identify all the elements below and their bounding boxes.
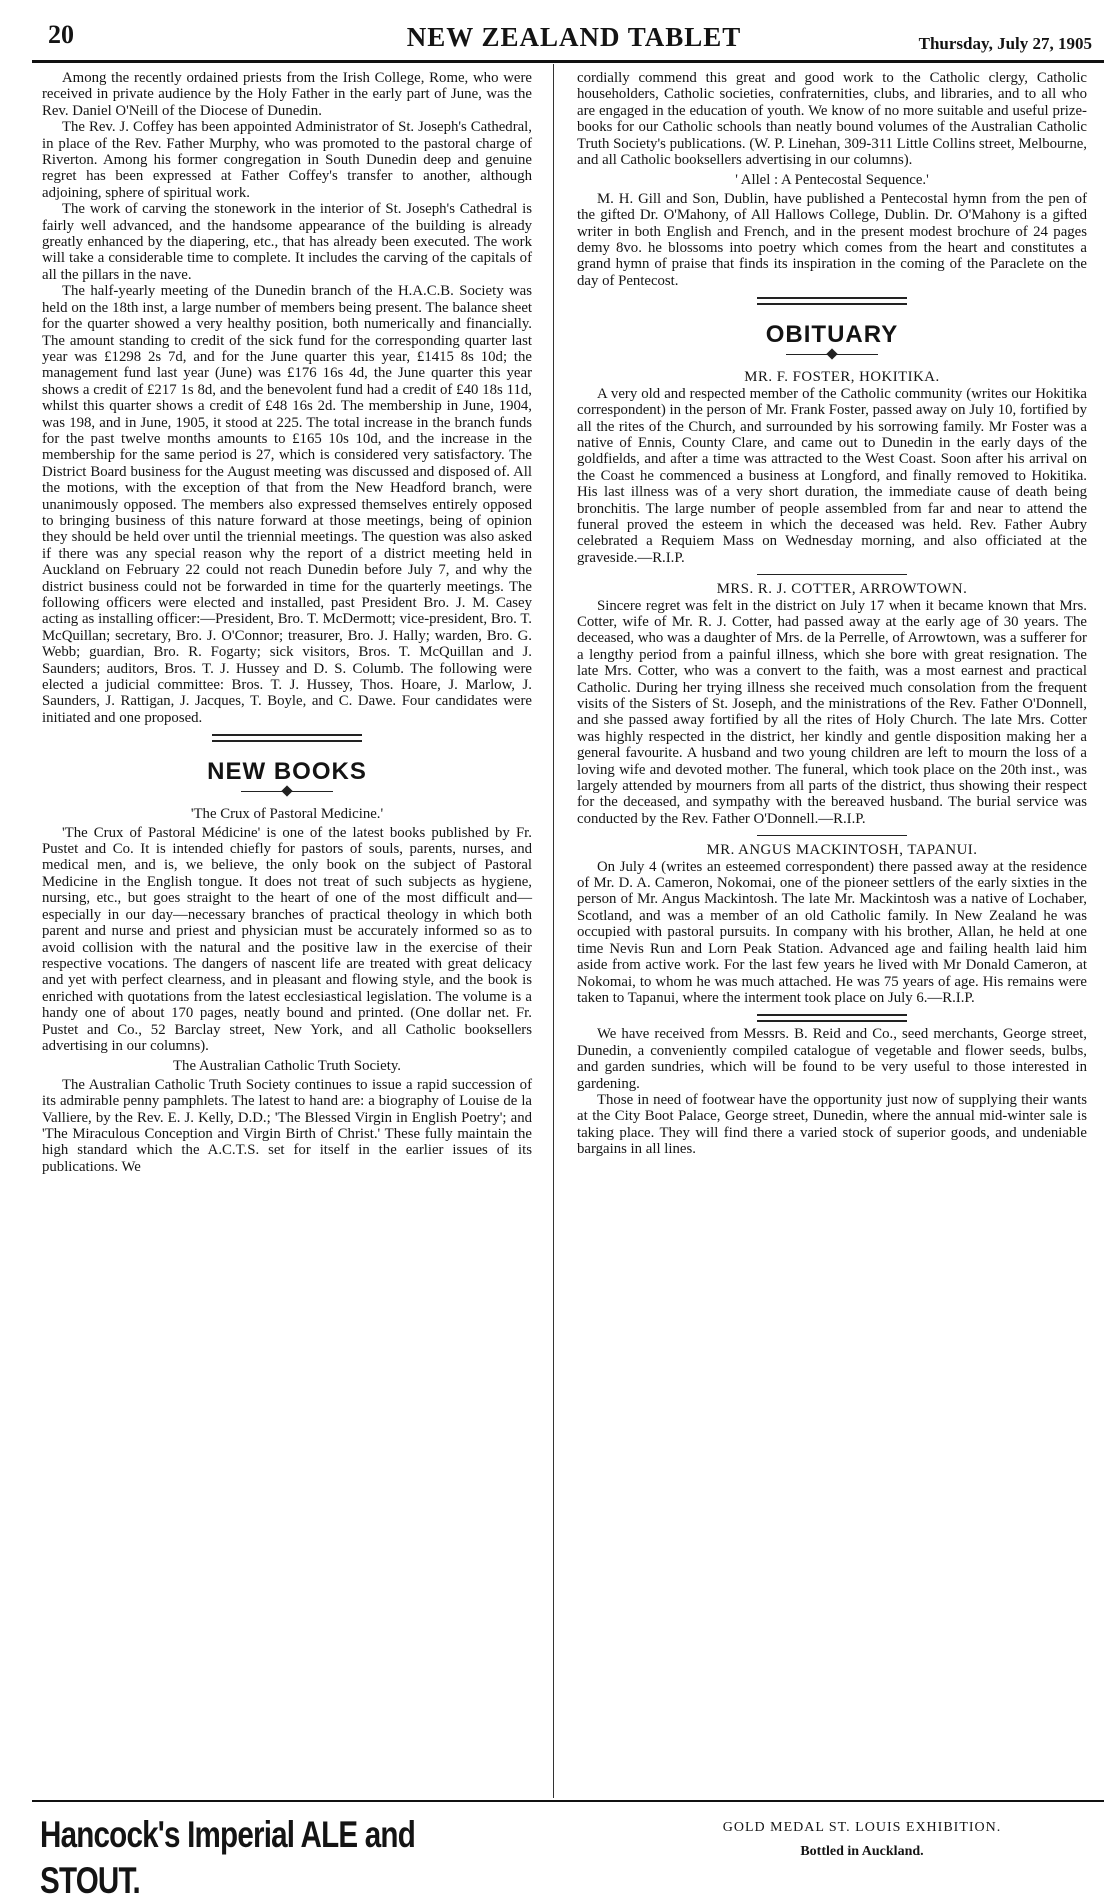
obituary-text: A very old and respected member of the Catholic community (writes our Hokitika correspondent) in the person of Mr. Frank Foster, passed away on July 10, fortified by all the rites of the Church, and surrounded by his sorrowing family. Mr Foster was a native of Ennis, County Clare, and came out to Dunedin in the early days of the goldfields, and after a time was attracted to the West Coast. Soon after his arrival on the Coast he commenced a business at Longford, and finally removed to Hokitika. His last illness was of a very short duration, the immediate cause of death being bronchitis. The large number of people assembled from far and near to attend the funeral proved the esteem in which the deceased was held. Rev. Father Aubry celebrated a Requiem Mass on Wednesday morning, and also officiated at the graveside.—R.I.P. <box>577 385 1087 566</box>
book-review: The Australian Catholic Truth Society continues to issue a rapid succession of its admirable penny pamphlets. The latest to hand are: a biography of Louise de la Valliere, by the Rev. E. J. Kelly, D.D.; 'The Blessed Virgin in English Poetry'; and 'The Miraculous Conception and Virgin Birth of Christ.' These fully maintain the high standard which the A.C.T.S. set for itself in the earlier issues of its publications. We <box>42 1076 532 1175</box>
book-review: 'The Crux of Pastoral Médicine' is one of the latest books published by Fr. Pustet and Co. It is intended chiefly for pastors of souls, parents, nurses, and medical men, and is, we believe, the only book on the subject of Pastoral Medicine in the English tongue. It does not treat of such subjects as hygiene, nursing, etc., but goes straight to the heart of one of the most difficult and—especially in our day—necessary branches of practical theology in which both parent and nurse and priest and physician must be accurately informed so as to avoid collision with the natural and the positive law in the exercise of their respective vocations. The dangers of nascent life are treated with great delicacy and yet with perfect clearness, and in pleasant and flowing style, and the book is enriched with quotations from the latest ecclesiastical legislation. The volume is a handy one of about 170 pages, neatly bound and printed. (One dollar net. Fr. Pustet and Co., 52 Barclay street, New York, and all Catholic booksellers advertising in our columns). <box>42 824 532 1054</box>
book-review: M. H. Gill and Son, Dublin, have published a Pentecostal hymn from the pen of the gifted Dr. O'Mahony, of All Hallows College, Dublin. Dr. O'Mahony is a gifted writer in both English and French, and in the present modest brochure of 24 pages demy 8vo. he blossoms into poetry which comes from the heart and constitutes a grand hymn of praise that finds its inspiration in the coming of the Paraclete on the day of Pentecost. <box>577 190 1087 289</box>
footer-rule <box>32 1800 1104 1802</box>
heading-ornament <box>241 786 333 798</box>
diamond-icon <box>281 786 292 797</box>
book-title: The Australian Catholic Truth Society. <box>173 1058 401 1075</box>
medal-line: GOLD MEDAL ST. LOUIS EXHIBITION. <box>722 1820 1002 1835</box>
news-paragraph: The Rev. J. Coffey has been appointed Administrator of St. Joseph's Cathedral, in place of the Rev. Father Murphy, who was promoted to the pastoral charge of Riverton. Among his former congregation in South Dunedin deep and genuine regret has been expressed at Father Coffey's transfer to another, although adjoining, sphere of spiritual work. <box>42 119 532 201</box>
book-title: ' Allel : A Pentecostal Sequence.' <box>735 172 929 189</box>
issue-date: Thursday, July 27, 1905 <box>918 34 1092 53</box>
left-column <box>42 70 532 1792</box>
notice-paragraph: We have received from Messrs. B. Reid and Co., seed merchants, George street, Dunedin, a conveniently compiled catalogue of vegetable and flower seeds, bulbs, and garden sundries, which will be found to be very useful to those interested in gardening. <box>577 1026 1087 1092</box>
book-review-continued: cordially commend this great and good work to the Catholic clergy, Catholic householders, Catholic societies, confraternities, clubs, and libraries, and to all who are engaged in the education of youth. We know of no more suitable and useful prize-books for our Catholic schools than neatly bound volumes of the Australian Catholic Truth Society's publications. (W. P. Linehan, 309-311 Little Collins street, Melbourne, and all Catholic booksellers advertising in our columns). <box>577 70 1087 169</box>
newspaper-title: NEW ZEALAND TABLET <box>406 22 742 52</box>
advertisement-medal <box>682 1820 1042 1860</box>
obituary-name: MRS. R. J. COTTER, ARROWTOWN. <box>716 581 968 598</box>
diamond-icon <box>826 349 837 360</box>
obituary-name: MR. F. FOSTER, HOKITIKA. <box>744 369 940 386</box>
obituary-text: On July 4 (writes an esteemed correspondent) there passed away at the residence of Mr. D. A. Cameron, Nokomai, one of the pioneer settlers of the early sixties in the person of Mr. Angus Mackintosh. The late Mr. Mackintosh was a native of Lochaber, Scotland, and was a member of an old Catholic family. In New Zealand he was occupied with pastoral pursuits. In company with his brother, Allan, he held at one time Nevis Run and Lorn Peak Station. Advanced age and failing health laid him aside from active work. For the last few years he lived with Mr Donald Cameron, at Nokomai, to whom he was much attached. He was 75 years of age. His remains were taken to Tapanui, where the interment took place on July 6.—R.I.P. <box>577 858 1087 1006</box>
section-rule <box>757 297 907 305</box>
column-divider <box>553 64 554 1798</box>
right-column <box>577 70 1087 1792</box>
book-title: 'The Crux of Pastoral Medicine.' <box>190 806 384 823</box>
masthead <box>40 20 1108 54</box>
notice-paragraph: Those in need of footwear have the opportunity just now of supplying their wants at the City Boot Palace, George street, Dunedin, where the annual mid-winter sale is taking place. They will find there a varied stock of superior goods, and undeniable bargains in all lines. <box>577 1091 1087 1158</box>
new-books-heading: NEW BOOKS <box>207 758 367 786</box>
section-rule <box>757 1014 907 1022</box>
obituary-divider <box>757 574 907 575</box>
obituary-name: MR. ANGUS MACKINTOSH, TAPANUI. <box>706 842 978 859</box>
bottling-line: Bottled in Auckland. <box>800 1844 924 1859</box>
advertisement-ale: Hancock's Imperial ALE and STOUT. <box>40 1814 415 1901</box>
heading-ornament <box>786 349 878 361</box>
obituary-heading: OBITUARY <box>765 321 899 349</box>
news-paragraph: The work of carving the stonework in the interior of St. Joseph's Cathedral is fairly well advanced, and the handsome appearance of the building is already greatly enhanced by the diapering, etc., that has already been executed. The work will take a considerable time to complete. It includes the carving of the capitals of all the pillars in the nave. <box>42 201 532 283</box>
page-number: 20 <box>48 20 74 49</box>
obituary-text: Sincere regret was felt in the district on July 17 when it became known that Mrs. Cotter, wife of Mr. R. J. Cotter, had passed away at the early age of 30 years. The deceased, who was a daughter of Mrs. de la Perrelle, of Arrowtown, was a sufferer for a lengthy period from a painful illness, which she bore with great resignation. The late Mrs. Cotter, who was a convert to the faith, was a most earnest and practical Catholic. During her trying illness she received much consolation from the frequent visits of the Sisters of St. Joseph, and the ministrations of the Rev. Father O'Donnell, and she passed away fortified by all the rites of Holy Church. The late Mrs. Cotter was highly respected in the district, her kindly and gentle disposition making her a general favourite. A husband and two young children are left to mourn the loss of a loving wife and devoted mother. The funeral, which took place on the 20th inst., was largely attended by mourners from all parts of the district, thus showing their respect for the deceased, and sympathy with the bereaved husband. The burial service was conducted by the Rev. Father O'Donnell.—R.I.P. <box>577 597 1087 827</box>
section-rule <box>212 734 362 742</box>
masthead-rule <box>32 60 1104 63</box>
news-paragraph: The half-yearly meeting of the Dunedin branch of the H.A.C.B. Society was held on the 18th inst, a large number of members being present. The balance sheet for the quarter showed a very healthy position, both numerically and financially. The amount standing to credit of the sick fund for the corresponding quarter last year was £1298 2s 7d, and for the June quarter this year, £1415 8s 10d; the management fund last year (June) was £176 16s 4d, the June quarter this year shows a credit of £217 1s 8d, and the benevolent fund had a credit of £40 18s 11d, whilst this quarter shows a credit of £48 16s 2d. The membership in June, 1904, was 198, and in June, 1905, it stood at 225. The total increase in the branch funds for the past twelve months amounts to £165 10s 10d, and the increase in the membership for the same period is 27, which is considered very satisfactory. The District Board business for the August meeting was discussed and disposed of. All the motions, with the exception of that from the New Headford branch, were unanimously opposed. The members also expressed themselves entirely opposed to bringing business of this nature forward at those meetings, being of opinion they should be held over until the triennial meetings. The question was also asked if there was any special reason why the report of a district meeting held in Auckland on February 22 could not reach Dunedin before July 7, and why the district business could not be forwarded in time for the quarterly meetings. The following officers were elected and installed, past President Bro. J. M. Casey acting as installing officer:—President, Bro. T. McDermott; vice-president, Bro. T. McQuillan; secretary, Bro. J. O'Connor; treasurer, Bro. J. Hally; warden, Bro. G. Webb; guardian, Bro. R. Fogarty; sick visitors, Bros. T. McQuillan and J. Saunders; auditors, Bros. T. J. Hussey and D. S. Columb. The following were elected a judicial committee: Bros. T. J. Hussey, Thos. Hoare, J. Marlow, J. Saunders, J. Rattigan, J. Jacques, T. Boyle, and C. Dawe. Four candidates were initiated and one proposed. <box>42 283 532 726</box>
news-paragraph: Among the recently ordained priests from the Irish College, Rome, who were received in private audience by the Holy Father in the early part of June, was the Rev. Daniel O'Neill of the Diocese of Dunedin. <box>42 70 532 119</box>
obituary-divider <box>757 835 907 836</box>
